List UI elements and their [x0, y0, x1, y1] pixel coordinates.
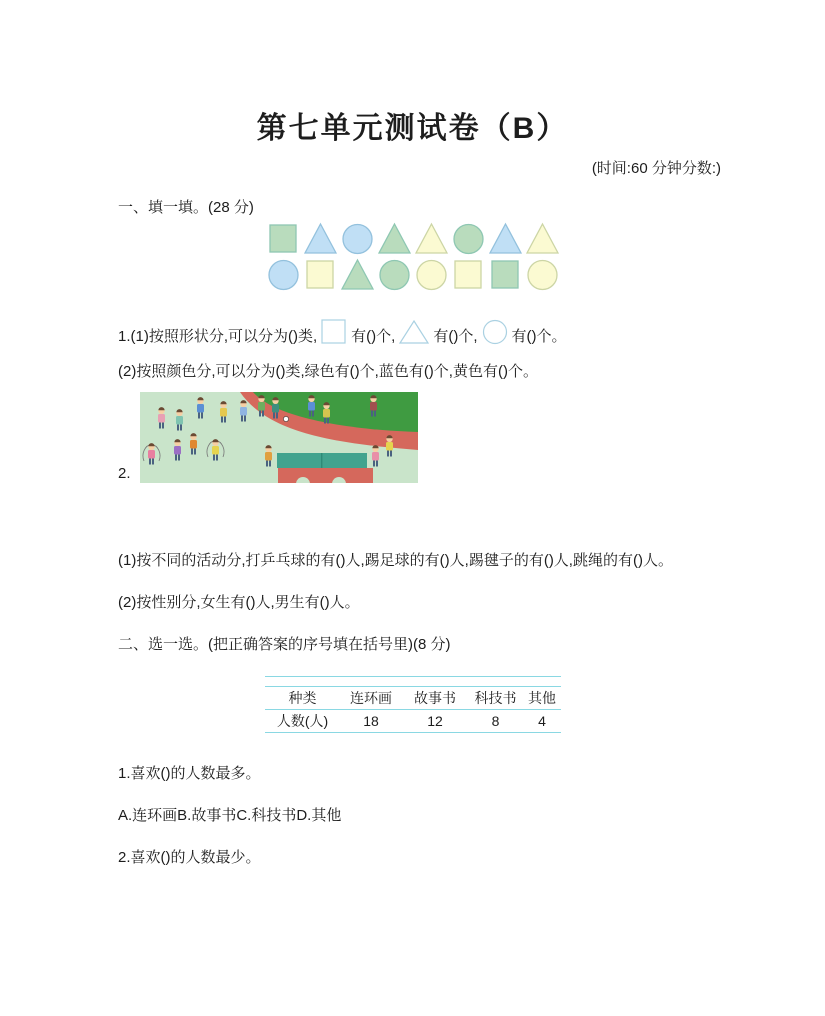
- table-data-cell: 8: [491, 713, 500, 729]
- triangle-icon: [397, 318, 431, 346]
- pingpong-net-line: [321, 453, 322, 468]
- square-shape-green: [267, 222, 300, 255]
- table-data-cell: 人数(人): [276, 713, 329, 729]
- section-two-heading: 二、选一选。(把正确答案的序号填在括号里)(8 分): [118, 636, 451, 653]
- question-1-2: (2)按照颜色分,可以分为()类,绿色有()个,蓝色有()个,黄色有()个。: [118, 363, 538, 380]
- triangle-shape-yellow: [415, 222, 448, 255]
- table-data-cell: 18: [363, 713, 379, 729]
- question-1-1-prefix: 1.(1)按照形状分,可以分为()类,: [118, 328, 318, 345]
- choice-question-2: 2.喜欢()的人数最少。: [118, 849, 261, 866]
- triangle-shape-green: [378, 222, 411, 255]
- shape-grid: [0, 222, 825, 291]
- triangle-shape-green: [341, 258, 374, 291]
- choice-options: A.连环画B.故事书C.科技书D.其他: [118, 807, 342, 824]
- circle-shape-yellow: [415, 258, 448, 291]
- page-title: 第七单元测试卷（B）: [256, 112, 569, 145]
- circle-shape-green: [452, 222, 485, 255]
- choice-question-1: 1.喜欢()的人数最多。: [118, 765, 261, 782]
- square-shape-green: [489, 258, 522, 291]
- section-one-heading: 一、填一填。(28 分): [118, 199, 254, 216]
- triangle-shape-blue: [489, 222, 522, 255]
- table-top-spacer: [265, 677, 561, 687]
- circle-icon: [480, 318, 510, 346]
- question-1-1: [118, 316, 567, 347]
- table-data-cell: 12: [427, 713, 443, 729]
- table-header-row: [265, 687, 561, 710]
- circle-shape-yellow: [526, 258, 559, 291]
- playground-illustration: [140, 392, 418, 483]
- square-shape-yellow: [452, 258, 485, 291]
- table-data-cell: 4: [538, 713, 546, 729]
- table-header-cell: 其他: [528, 690, 556, 706]
- question-1-1-square-text: 有()个,: [351, 328, 396, 345]
- question-2-number: 2.: [118, 465, 131, 482]
- table-header-cell: 连环画: [350, 690, 392, 706]
- table-header-cell: 故事书: [414, 690, 456, 706]
- triangle-shape-blue: [304, 222, 337, 255]
- question-2-1: (1)按不同的活动分,打乒乓球的有()人,踢足球的有()人,踢毽子的有()人,跳绳的有()人。: [118, 552, 673, 569]
- circle-shape-blue: [267, 258, 300, 291]
- square-icon: [319, 316, 349, 346]
- circle-shape-blue: [341, 222, 374, 255]
- statistics-table: [265, 676, 561, 733]
- shape-row: [267, 222, 559, 255]
- question-2-2: (2)按性别分,女生有()人,男生有()人。: [118, 594, 360, 611]
- circle-shape-green: [378, 258, 411, 291]
- question-1-1-circle-text: 有()个。: [511, 328, 567, 345]
- pingpong-table-base: [278, 468, 373, 483]
- shape-row: [267, 258, 559, 291]
- square-shape-yellow: [304, 258, 337, 291]
- soccer-ball: [283, 416, 288, 421]
- time-score-line: (时间:60 分钟分数:): [591, 160, 721, 177]
- table-header-cell: 种类: [288, 690, 317, 706]
- table-header-cell: 科技书: [474, 690, 517, 706]
- table-data-row: [265, 710, 561, 733]
- triangle-shape-yellow: [526, 222, 559, 255]
- question-1-1-triangle-text: 有()个,: [433, 328, 478, 345]
